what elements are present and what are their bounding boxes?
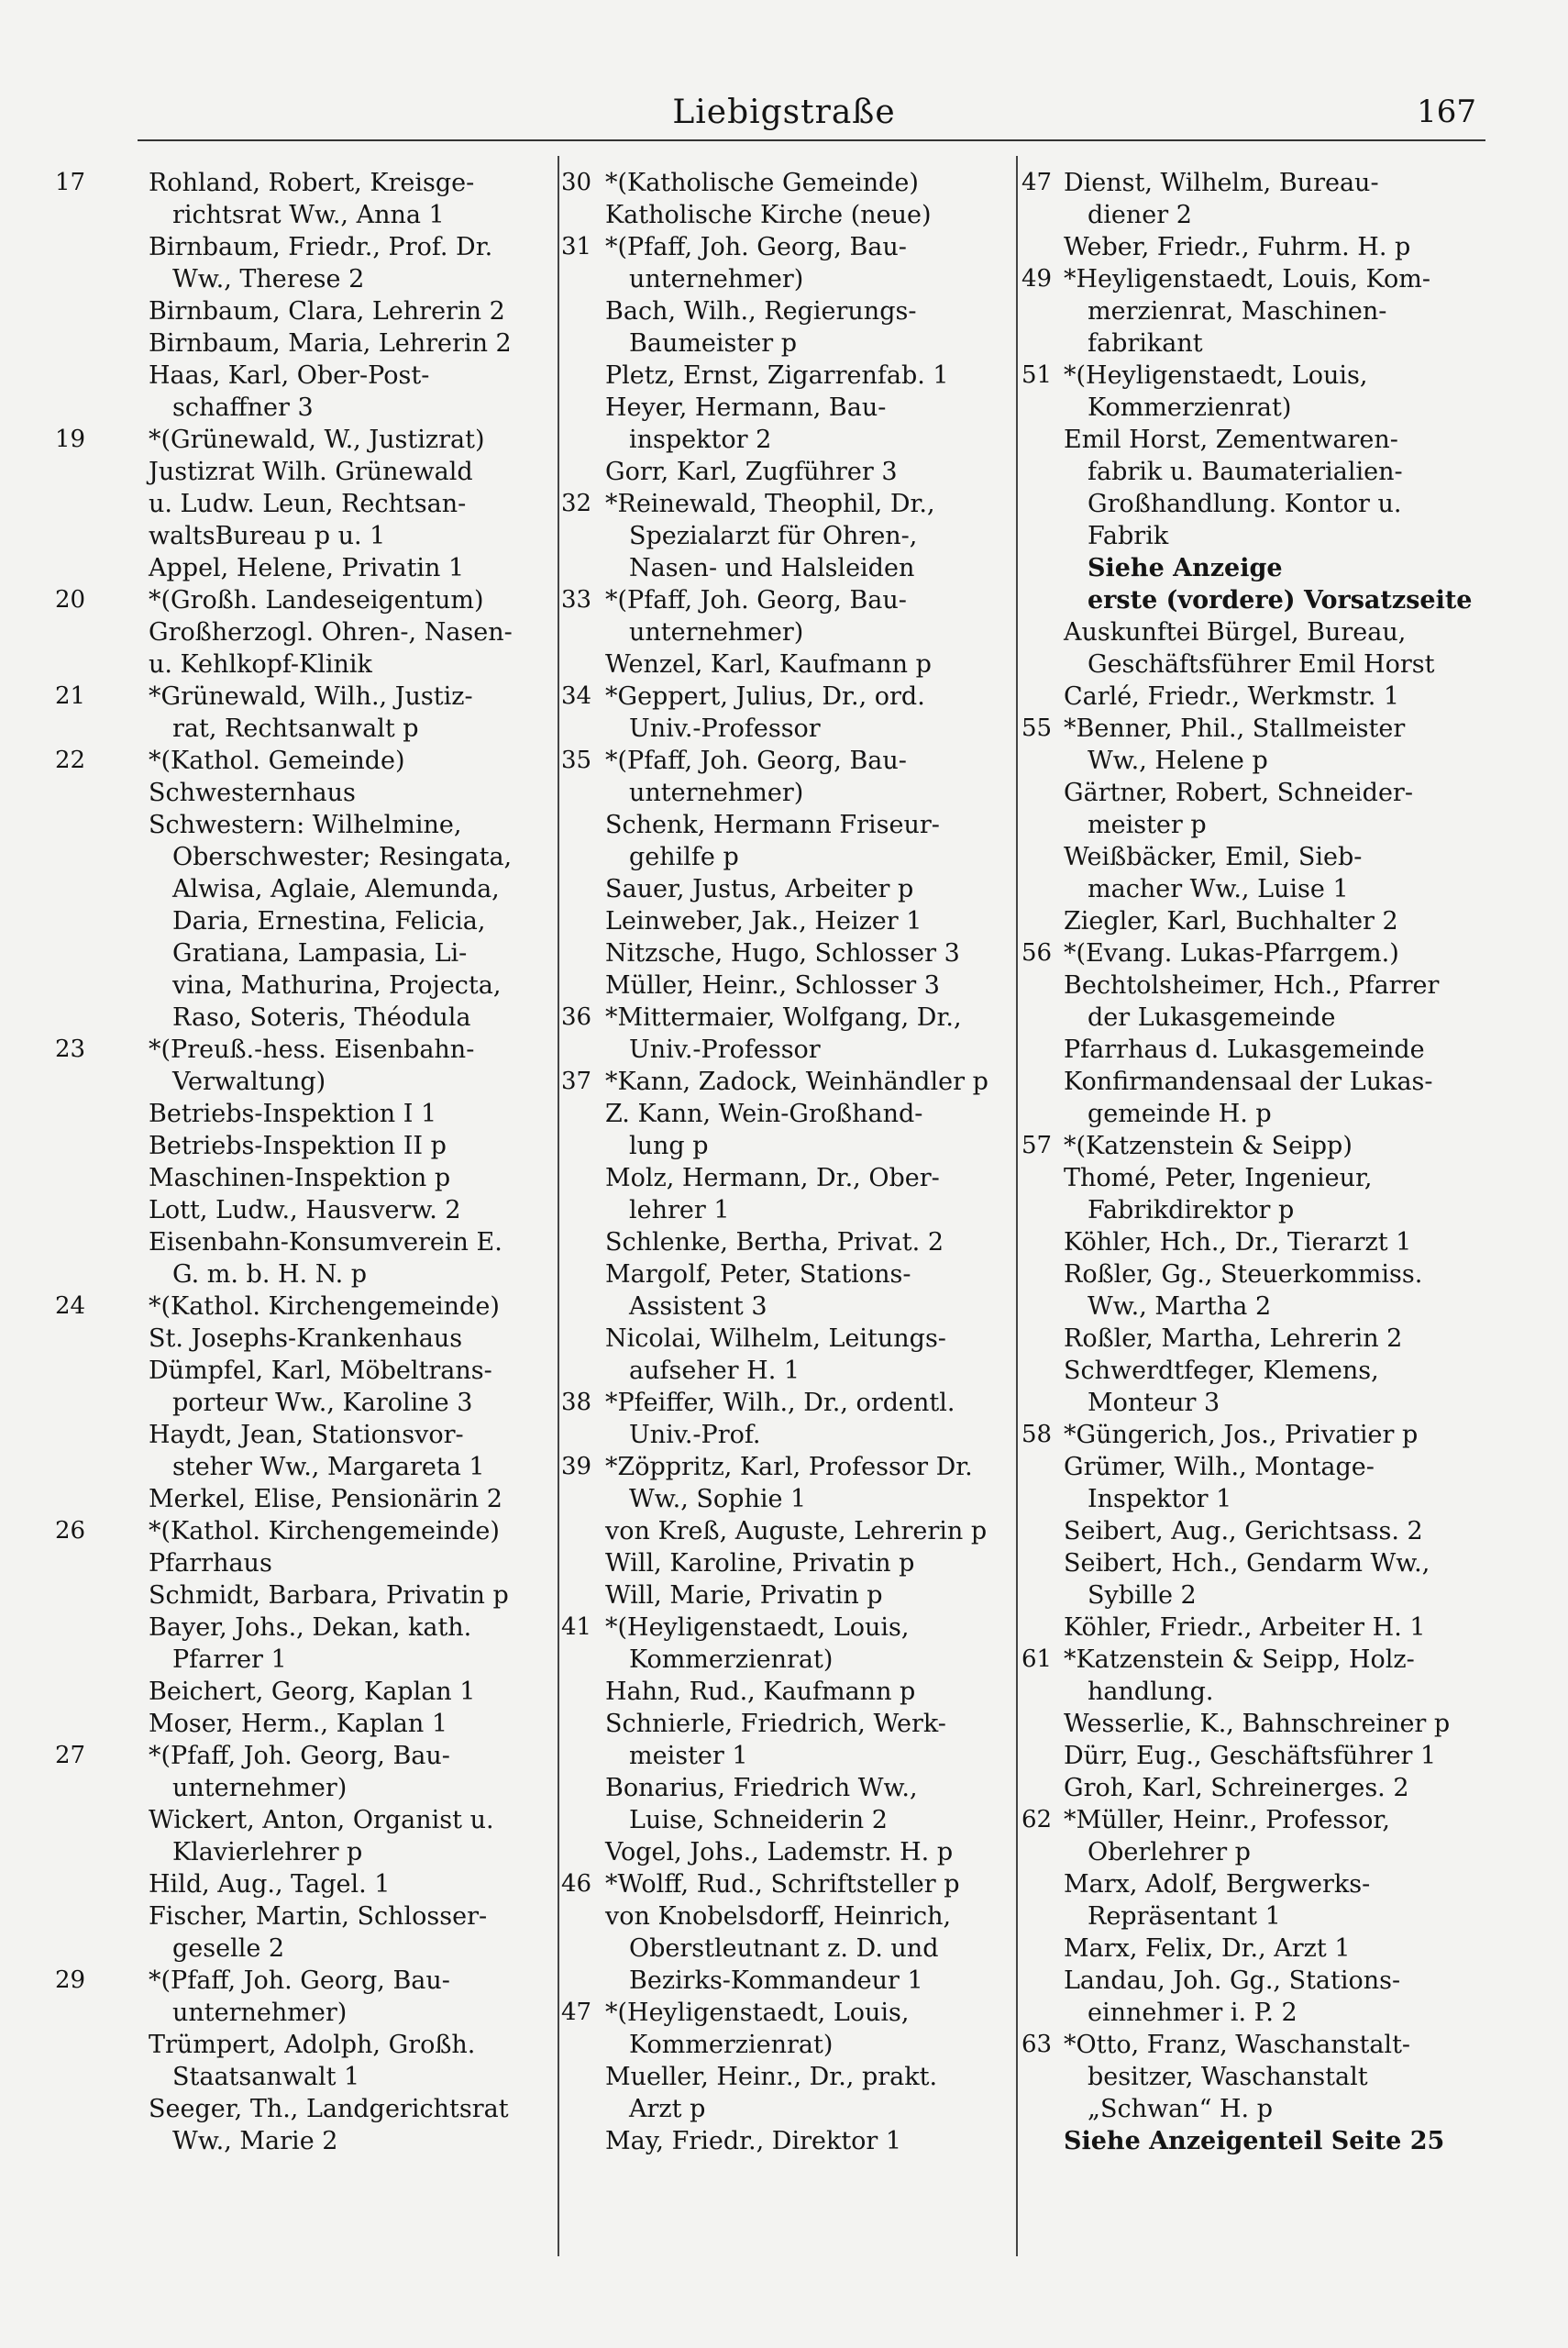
resident-line: Bach, Wilh., Regierungs-	[605, 297, 917, 326]
house-entry	[561, 1002, 1009, 1066]
resident-line: Heyer, Hermann, Bau-	[605, 393, 887, 422]
resident-line: St. Josephs-Krankenhaus	[149, 1324, 463, 1353]
resident-line: G. m. b. H. N. p	[172, 1260, 368, 1289]
resident-line: Carlé, Friedr., Werkmstr. 1	[1064, 682, 1400, 711]
resident-line: Bonarius, Friedrich Ww.,	[605, 1774, 918, 1802]
house-entry	[1021, 1419, 1495, 1644]
house-entry	[561, 1997, 1009, 2157]
resident-line: *(Heyligenstaedt, Louis,	[605, 1613, 910, 1642]
resident-line: Inspektor 1	[1088, 1485, 1232, 1513]
house-number: 62	[1021, 1806, 1053, 1833]
resident-line: Assistent 3	[629, 1292, 767, 1321]
house-number: 51	[1021, 361, 1053, 389]
resident-line: Gratiana, Lampasia, Li-	[172, 939, 468, 968]
resident-line: *(Kathol. Kirchengemeinde)	[149, 1292, 500, 1321]
resident-line: diener 2	[1088, 201, 1192, 229]
house-entry	[561, 681, 1009, 745]
resident-line: u. Kehlkopf-Klinik	[149, 650, 372, 679]
street-title: Liebigstraße	[672, 94, 896, 131]
resident-line: *Reinewald, Theophil, Dr.,	[605, 490, 935, 518]
resident-line: Wesserlie, K., Bahnschreiner p	[1064, 1710, 1451, 1738]
resident-line: Marx, Felix, Dr., Arzt 1	[1064, 1934, 1351, 1963]
resident-line: *Güngerich, Jos., Privatier p	[1064, 1421, 1419, 1449]
resident-line: Marx, Adolf, Bergwerks-	[1064, 1870, 1371, 1899]
resident-line: unternehmer)	[629, 618, 804, 647]
house-entry	[1021, 1644, 1495, 1804]
resident-line: *(Pfaff, Joh. Georg, Bau-	[605, 586, 907, 615]
resident-line: Klavierlehrer p	[172, 1838, 363, 1866]
house-entry	[55, 1515, 550, 1740]
resident-line: Roßler, Martha, Lehrerin 2	[1064, 1324, 1403, 1353]
house-number: 61	[1021, 1645, 1053, 1673]
house-entry	[55, 1034, 550, 1290]
resident-line: Birnbaum, Clara, Lehrerin 2	[149, 297, 505, 326]
resident-line: u. Ludw. Leun, Rechtsan-	[149, 490, 467, 518]
resident-line: Oberlehrer p	[1088, 1838, 1251, 1866]
resident-line: Landau, Joh. Gg., Stations-	[1064, 1966, 1401, 1995]
house-number: 35	[561, 747, 592, 774]
resident-line: Nicolai, Wilhelm, Leitungs-	[605, 1324, 946, 1353]
resident-line: Seibert, Aug., Gerichtsass. 2	[1064, 1517, 1423, 1545]
house-number: 26	[55, 1517, 86, 1545]
resident-line: Birnbaum, Friedr., Prof. Dr.	[149, 233, 493, 261]
resident-line: Betriebs-Inspektion I 1	[149, 1100, 437, 1128]
resident-line: *(Evang. Lukas-Pfarrgem.)	[1064, 939, 1399, 968]
resident-line: Betriebs-Inspektion II p	[149, 1132, 447, 1160]
resident-line: Hahn, Rud., Kaufmann p	[605, 1678, 916, 1706]
resident-line: Roßler, Gg., Steuerkommiss.	[1064, 1260, 1423, 1289]
resident-line: *(Pfaff, Joh. Georg, Bau-	[605, 233, 907, 261]
resident-line: Gärtner, Robert, Schneider-	[1064, 779, 1413, 807]
resident-line: Pletz, Ernst, Zigarrenfab. 1	[605, 361, 949, 390]
column-divider	[558, 156, 559, 2256]
house-number: 41	[561, 1613, 592, 1641]
house-number: 33	[561, 586, 592, 614]
resident-line: Schenk, Hermann Friseur-	[605, 811, 940, 839]
resident-line: *(Katholische Gemeinde)	[605, 169, 919, 197]
resident-line: *(Pfaff, Joh. Georg, Bau-	[149, 1966, 450, 1995]
house-number: 34	[561, 682, 592, 710]
resident-line: Rohland, Robert, Kreisge-	[149, 169, 475, 197]
house-entry	[55, 584, 550, 681]
resident-line: Dümpfel, Karl, Möbeltrans-	[149, 1357, 492, 1385]
resident-line: Univ.-Professor	[629, 714, 821, 743]
resident-line: Köhler, Friedr., Arbeiter H. 1	[1064, 1613, 1426, 1642]
resident-line: Fischer, Martin, Schlosser-	[149, 1902, 488, 1931]
resident-line: *(Pfaff, Joh. Georg, Bau-	[149, 1742, 450, 1770]
resident-line: Schnierle, Friedrich, Werk-	[605, 1710, 946, 1738]
resident-line: Arzt p	[629, 2095, 706, 2123]
house-number: 17	[55, 169, 86, 196]
resident-line: einnehmer i. P. 2	[1088, 1999, 1297, 2027]
house-number: 63	[1021, 2031, 1053, 2058]
resident-line: meister p	[1088, 811, 1207, 839]
resident-line: unternehmer)	[629, 779, 804, 807]
resident-line: Raso, Soteris, Théodula	[172, 1003, 471, 1032]
resident-line: Müller, Heinr., Schlosser 3	[605, 971, 940, 1000]
resident-line: Ww., Helene p	[1088, 747, 1268, 775]
resident-line: Molz, Hermann, Dr., Ober-	[605, 1164, 940, 1192]
resident-line: Schmidt, Barbara, Privatin p	[149, 1581, 509, 1610]
resident-line: Thomé, Peter, Ingenieur,	[1064, 1164, 1373, 1192]
house-entry	[561, 745, 1009, 1002]
resident-line: geselle 2	[172, 1934, 285, 1963]
resident-line: Univ.-Professor	[629, 1036, 821, 1064]
resident-line: Beichert, Georg, Kaplan 1	[149, 1678, 476, 1706]
house-number: 58	[1021, 1421, 1053, 1448]
resident-line: von Kreß, Auguste, Lehrerin p	[605, 1517, 988, 1545]
house-entry	[55, 745, 550, 1034]
resident-line: Z. Kann, Wein-Großhand-	[605, 1100, 923, 1128]
house-number: 38	[561, 1389, 592, 1416]
column-2	[561, 167, 1009, 2258]
resident-line: Köhler, Hch., Dr., Tierarzt 1	[1064, 1228, 1412, 1257]
resident-line: von Knobelsdorff, Heinrich,	[605, 1902, 952, 1931]
resident-line: Mueller, Heinr., Dr., prakt.	[605, 2063, 938, 2091]
resident-line: Kommerzienrat)	[629, 1645, 834, 1674]
resident-line: gemeinde H. p	[1088, 1100, 1272, 1128]
house-number: 46	[561, 1870, 592, 1898]
resident-line: Sauer, Justus, Arbeiter p	[605, 875, 914, 903]
page-number: 167	[1417, 94, 1476, 130]
resident-line: Hild, Aug., Tagel. 1	[149, 1870, 391, 1899]
resident-line: *Zöppritz, Karl, Professor Dr.	[605, 1453, 973, 1481]
house-number: 22	[55, 747, 86, 774]
house-entry	[55, 1965, 550, 2157]
resident-line: Groh, Karl, Schreinerges. 2	[1064, 1774, 1409, 1802]
resident-line: *(Heyligenstaedt, Louis,	[605, 1999, 910, 2027]
resident-line: May, Friedr., Direktor 1	[605, 2127, 902, 2155]
house-entry	[55, 1740, 550, 1965]
house-entry	[55, 167, 550, 424]
house-number: 31	[561, 233, 592, 260]
resident-line: Dürr, Eug., Geschäftsführer 1	[1064, 1742, 1437, 1770]
advertisement-note: erste (vordere) Vorsatzseite	[1088, 586, 1473, 615]
resident-line: Baumeister p	[629, 329, 798, 358]
resident-line: *(Kathol. Kirchengemeinde)	[149, 1517, 500, 1545]
resident-line: Grümer, Wilh., Montage-	[1064, 1453, 1375, 1481]
house-number: 47	[1021, 169, 1053, 196]
resident-line: Merkel, Elise, Pensionärin 2	[149, 1485, 502, 1513]
house-entry	[561, 231, 1009, 488]
resident-line: Will, Karoline, Privatin p	[605, 1549, 915, 1578]
resident-line: Oberstleutnant z. D. und	[629, 1934, 939, 1963]
resident-line: Katholische Kirche (neue)	[605, 201, 932, 229]
resident-line: Birnbaum, Maria, Lehrerin 2	[149, 329, 512, 358]
resident-line: merzienrat, Maschinen-	[1088, 297, 1387, 326]
house-entry	[561, 584, 1009, 681]
resident-line: Schwerdtfeger, Klemens,	[1064, 1357, 1379, 1385]
resident-line: *(Grünewald, W., Justizrat)	[149, 426, 485, 454]
column-3	[1021, 167, 1495, 2258]
house-number: 49	[1021, 265, 1053, 293]
house-entry	[561, 1611, 1009, 1868]
house-number: 36	[561, 1003, 592, 1031]
resident-line: steher Ww., Margareta 1	[172, 1453, 485, 1481]
house-entry	[1021, 263, 1495, 360]
resident-line: Nasen- und Halsleiden	[629, 554, 915, 582]
resident-line: Ww., Martha 2	[1088, 1292, 1272, 1321]
resident-line: Monteur 3	[1088, 1389, 1220, 1417]
resident-line: *(Pfaff, Joh. Georg, Bau-	[605, 747, 907, 775]
resident-line: Emil Horst, Zementwaren-	[1064, 426, 1398, 454]
resident-line: aufseher H. 1	[629, 1357, 801, 1385]
house-entry	[55, 424, 550, 584]
resident-line: Maschinen-Inspektion p	[149, 1164, 451, 1192]
resident-line: *(Kathol. Gemeinde)	[149, 747, 405, 775]
resident-line: schaffner 3	[172, 393, 314, 422]
resident-line: Pfarrhaus	[149, 1549, 272, 1578]
house-entry	[55, 1290, 550, 1515]
resident-line: Sybille 2	[1088, 1581, 1197, 1610]
house-number: 32	[561, 490, 592, 517]
resident-line: Bayer, Johs., Dekan, kath.	[149, 1613, 472, 1642]
resident-line: Will, Marie, Privatin p	[605, 1581, 883, 1610]
column-1	[55, 167, 550, 2258]
resident-line: Schwestern: Wilhelmine,	[149, 811, 462, 839]
house-entry	[561, 1387, 1009, 1451]
resident-line: Ww., Sophie 1	[629, 1485, 807, 1513]
resident-line: unternehmer)	[172, 1999, 348, 2027]
house-number: 19	[55, 426, 86, 453]
resident-line: Leinweber, Jak., Heizer 1	[605, 907, 922, 936]
advertisement-note: Siehe Anzeigenteil Seite 25	[1064, 2127, 1445, 2155]
resident-line: Daria, Ernestina, Felicia,	[172, 907, 486, 936]
resident-line: handlung.	[1088, 1678, 1214, 1706]
house-number: 39	[561, 1453, 592, 1480]
house-entry	[1021, 167, 1495, 263]
house-entry	[1021, 937, 1495, 1130]
resident-line: Bezirks-Kommandeur 1	[629, 1966, 923, 1995]
resident-line: Repräsentant 1	[1088, 1902, 1281, 1931]
resident-line: Seibert, Hch., Gendarm Ww.,	[1064, 1549, 1430, 1578]
house-entry	[1021, 713, 1495, 937]
resident-line: unternehmer)	[629, 265, 804, 294]
resident-line: Auskunftei Bürgel, Bureau,	[1064, 618, 1407, 647]
resident-line: Weber, Friedr., Fuhrm. H. p	[1064, 233, 1411, 261]
house-number: 24	[55, 1292, 86, 1320]
resident-line: lehrer 1	[629, 1196, 730, 1224]
resident-line: Großhandlung. Kontor u.	[1088, 490, 1402, 518]
resident-line: Haydt, Jean, Stationsvor-	[149, 1421, 464, 1449]
resident-line: Kommerzienrat)	[629, 2031, 834, 2059]
resident-line: *Katzenstein & Seipp, Holz-	[1064, 1645, 1415, 1674]
resident-line: Oberschwester; Resingata,	[172, 843, 513, 871]
resident-line: lung p	[629, 1132, 709, 1160]
resident-line: Konfirmandensaal der Lukas-	[1064, 1068, 1433, 1096]
resident-line: Univ.-Prof.	[629, 1421, 761, 1449]
house-number: 56	[1021, 939, 1053, 967]
resident-line: Eisenbahn-Konsumverein E.	[149, 1228, 502, 1257]
house-number: 57	[1021, 1132, 1053, 1159]
resident-line: inspektor 2	[629, 426, 772, 454]
resident-line: *Pfeiffer, Wilh., Dr., ordentl.	[605, 1389, 955, 1417]
house-number: 37	[561, 1068, 592, 1095]
column-divider	[1016, 156, 1018, 2256]
resident-line: Lott, Ludw., Hausverw. 2	[149, 1196, 461, 1224]
house-entry	[561, 167, 1009, 231]
house-number: 55	[1021, 714, 1053, 742]
resident-line: Justizrat Wilh. Grünewald	[149, 458, 473, 486]
house-entry	[1021, 360, 1495, 713]
resident-line: Großherzogl. Ohren-, Nasen-	[149, 618, 513, 647]
advertisement-note: Siehe Anzeige	[1088, 554, 1283, 582]
resident-line: Dienst, Wilhelm, Bureau-	[1064, 169, 1379, 197]
resident-line: unternehmer)	[172, 1774, 348, 1802]
resident-line: *Kann, Zadock, Weinhändler p	[605, 1068, 988, 1096]
resident-line: fabrikant	[1088, 329, 1203, 358]
house-number: 29	[55, 1966, 86, 1994]
resident-line: Alwisa, Aglaie, Alemunda,	[172, 875, 500, 903]
resident-line: Verwaltung)	[172, 1068, 326, 1096]
resident-line: *(Großh. Landeseigentum)	[149, 586, 484, 615]
resident-line: rat, Rechtsanwalt p	[172, 714, 419, 743]
resident-line: Schwesternhaus	[149, 779, 356, 807]
resident-line: Pfarrer 1	[172, 1645, 287, 1674]
house-number: 23	[55, 1036, 86, 1063]
resident-line: Nitzsche, Hugo, Schlosser 3	[605, 939, 960, 968]
house-entry	[561, 1868, 1009, 1997]
house-entry	[561, 488, 1009, 584]
resident-line: *Müller, Heinr., Professor,	[1064, 1806, 1390, 1834]
resident-line: meister 1	[629, 1742, 748, 1770]
resident-line: Geschäftsführer Emil Horst	[1088, 650, 1435, 679]
resident-line: Schlenke, Bertha, Privat. 2	[605, 1228, 944, 1257]
house-entry	[1021, 1804, 1495, 2029]
resident-line: *Grünewald, Wilh., Justiz-	[149, 682, 473, 711]
resident-line: Kommerzienrat)	[1088, 393, 1292, 422]
resident-line: Wickert, Anton, Organist u.	[149, 1806, 494, 1834]
resident-line: Pfarrhaus d. Lukasgemeinde	[1064, 1036, 1425, 1064]
resident-line: Luise, Schneiderin 2	[629, 1806, 888, 1834]
resident-line: „Schwan“ H. p	[1088, 2095, 1273, 2123]
resident-line: Vogel, Johs., Lademstr. H. p	[605, 1838, 954, 1866]
house-entry	[55, 681, 550, 745]
resident-line: Margolf, Peter, Stations-	[605, 1260, 911, 1289]
resident-line: Fabrik	[1088, 522, 1169, 550]
resident-line: Moser, Herm., Kaplan 1	[149, 1710, 448, 1738]
resident-line: richtsrat Ww., Anna 1	[172, 201, 445, 229]
resident-line: *Otto, Franz, Waschanstalt-	[1064, 2031, 1411, 2059]
header-rule	[138, 139, 1485, 141]
house-entry	[561, 1066, 1009, 1387]
resident-line: Weißbäcker, Emil, Sieb-	[1064, 843, 1363, 871]
house-number: 20	[55, 586, 86, 614]
resident-line: Trümpert, Adolph, Großh.	[149, 2031, 476, 2059]
resident-line: macher Ww., Luise 1	[1088, 875, 1349, 903]
house-entry	[561, 1451, 1009, 1611]
resident-line: Bechtolsheimer, Hch., Pfarrer	[1064, 971, 1440, 1000]
resident-line: Fabrikdirektor p	[1088, 1196, 1295, 1224]
house-number: 47	[561, 1999, 592, 2026]
resident-line: *(Katzenstein & Seipp)	[1064, 1132, 1353, 1160]
resident-line: Seeger, Th., Landgerichtsrat	[149, 2095, 509, 2123]
house-entry	[1021, 1130, 1495, 1419]
resident-line: Ww., Marie 2	[172, 2127, 338, 2155]
resident-line: *(Preuß.-hess. Eisenbahn-	[149, 1036, 475, 1064]
resident-line: Ww., Therese 2	[172, 265, 365, 294]
resident-line: *Heyligenstaedt, Louis, Kom-	[1064, 265, 1430, 294]
resident-line: *Benner, Phil., Stallmeister	[1064, 714, 1406, 743]
resident-line: Staatsanwalt 1	[172, 2063, 360, 2091]
house-number: 30	[561, 169, 592, 196]
resident-line: der Lukasgemeinde	[1088, 1003, 1336, 1032]
resident-line: vina, Mathurina, Projecta,	[172, 971, 502, 1000]
resident-line: Appel, Helene, Privatin 1	[149, 554, 465, 582]
resident-line: fabrik u. Baumaterialien-	[1088, 458, 1403, 486]
resident-line: Wenzel, Karl, Kaufmann p	[605, 650, 932, 679]
house-number: 21	[55, 682, 86, 710]
house-number: 27	[55, 1742, 86, 1769]
resident-line: *(Heyligenstaedt, Louis,	[1064, 361, 1368, 390]
resident-line: Gorr, Karl, Zugführer 3	[605, 458, 898, 486]
resident-line: Ziegler, Karl, Buchhalter 2	[1064, 907, 1398, 936]
resident-line: waltsBureau p u. 1	[149, 522, 386, 550]
resident-line: besitzer, Waschanstalt	[1088, 2063, 1368, 2091]
resident-line: porteur Ww., Karoline 3	[172, 1389, 473, 1417]
resident-line: *Wolff, Rud., Schriftsteller p	[605, 1870, 960, 1899]
resident-line: *Mittermaier, Wolfgang, Dr.,	[605, 1003, 962, 1032]
resident-line: Spezialarzt für Ohren-,	[629, 522, 918, 550]
resident-line: *Geppert, Julius, Dr., ord.	[605, 682, 925, 711]
resident-line: Haas, Karl, Ober-Post-	[149, 361, 430, 390]
house-entry	[1021, 2029, 1495, 2157]
resident-line: gehilfe p	[629, 843, 739, 871]
